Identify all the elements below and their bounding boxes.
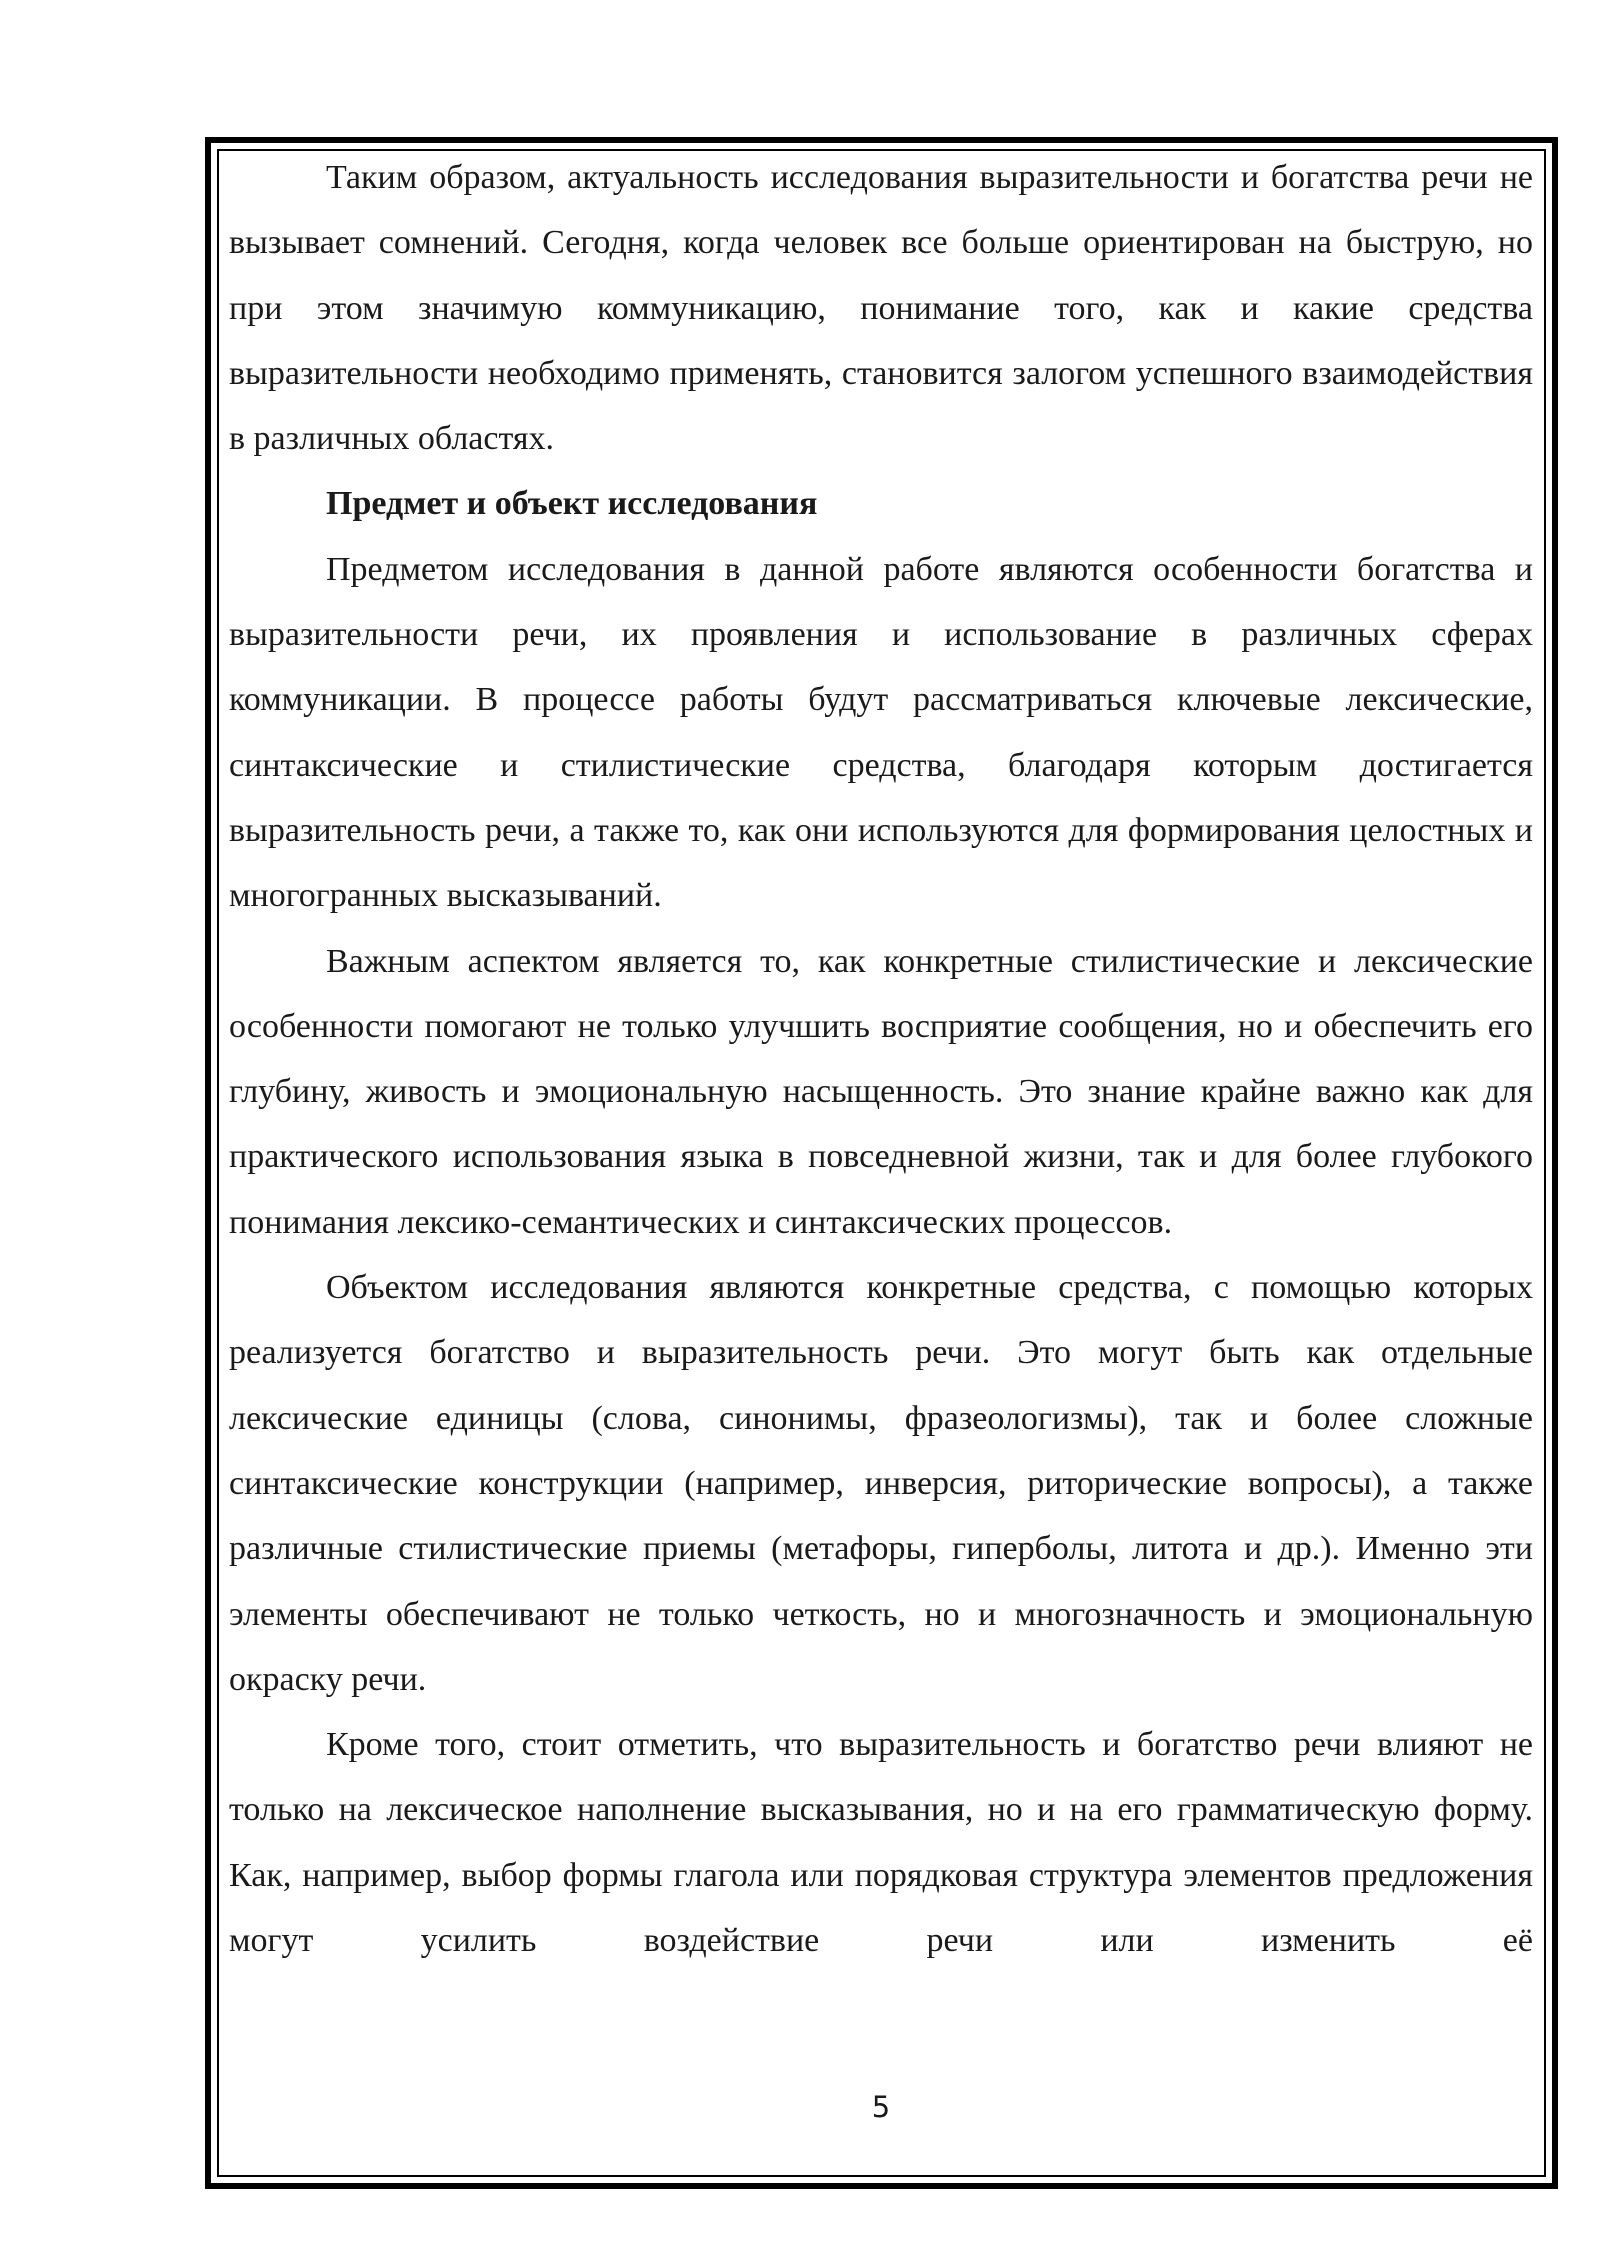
paragraph-subject: Предметом исследования в данной работе являются особенности богатства и выразительности речи, их проявления и использование в различных сферах коммуникации. В процессе работы будут рассматриваться ключевые лексические, синтаксические и стилистические средства, благодаря которым достигается выразительность речи, а также то, как они используются для формирования целостных и многогранных высказываний.: [229, 550, 1533, 915]
paragraph-grammar: Кроме того, стоит отметить, что выразительность и богатство речи влияют не только на лексическое наполнение высказывания, но и на его грамматическую форму. Как, например, выбор формы глагола или порядковая структура элементов предложения могут усилить воздействие речи или изменить её: [229, 1726, 1533, 1960]
paragraph-aspect: Важным аспектом является то, как конкретные стилистические и лексические особенности помогают не только улучшить восприятие сообщения, но и обеспечить его глубину, живость и эмоциональную насыщенность. Это знание крайне важно как для практического использования языка в повседневной жизни, так и для более глубокого понимания лексико-семантических и синтаксических процессов.: [229, 942, 1533, 1241]
page-number: 5: [871, 2090, 891, 2124]
paragraph-intro: Таким образом, актуальность исследования выразительности и богатства речи не вызывает сомнений. Сегодня, когда человек все больше ориентирован на быструю, но при этом значимую коммуникацию, понимание того, как и какие средства выразительности необходимо применять, становится залогом успешного взаимодействия в различных областях.: [229, 159, 1533, 458]
section-heading: Предмет и объект исследования: [326, 485, 818, 523]
paragraph-object: Объектом исследования являются конкретные средства, с помощью которых реализуется богатство и выразительность речи. Это могут быть как отдельные лексические единицы (слова, синонимы, фразеологизмы), так и более сложные синтаксические конструкции (например, инверсия, риторические вопросы), а также различные стилистические приемы (метафоры, гиперболы, литота и др.). Именно эти элементы обеспечивают не только четкость, но и многозначность и эмоциональную окраску речи.: [229, 1269, 1533, 1698]
page-content: [229, 145, 1533, 1973]
